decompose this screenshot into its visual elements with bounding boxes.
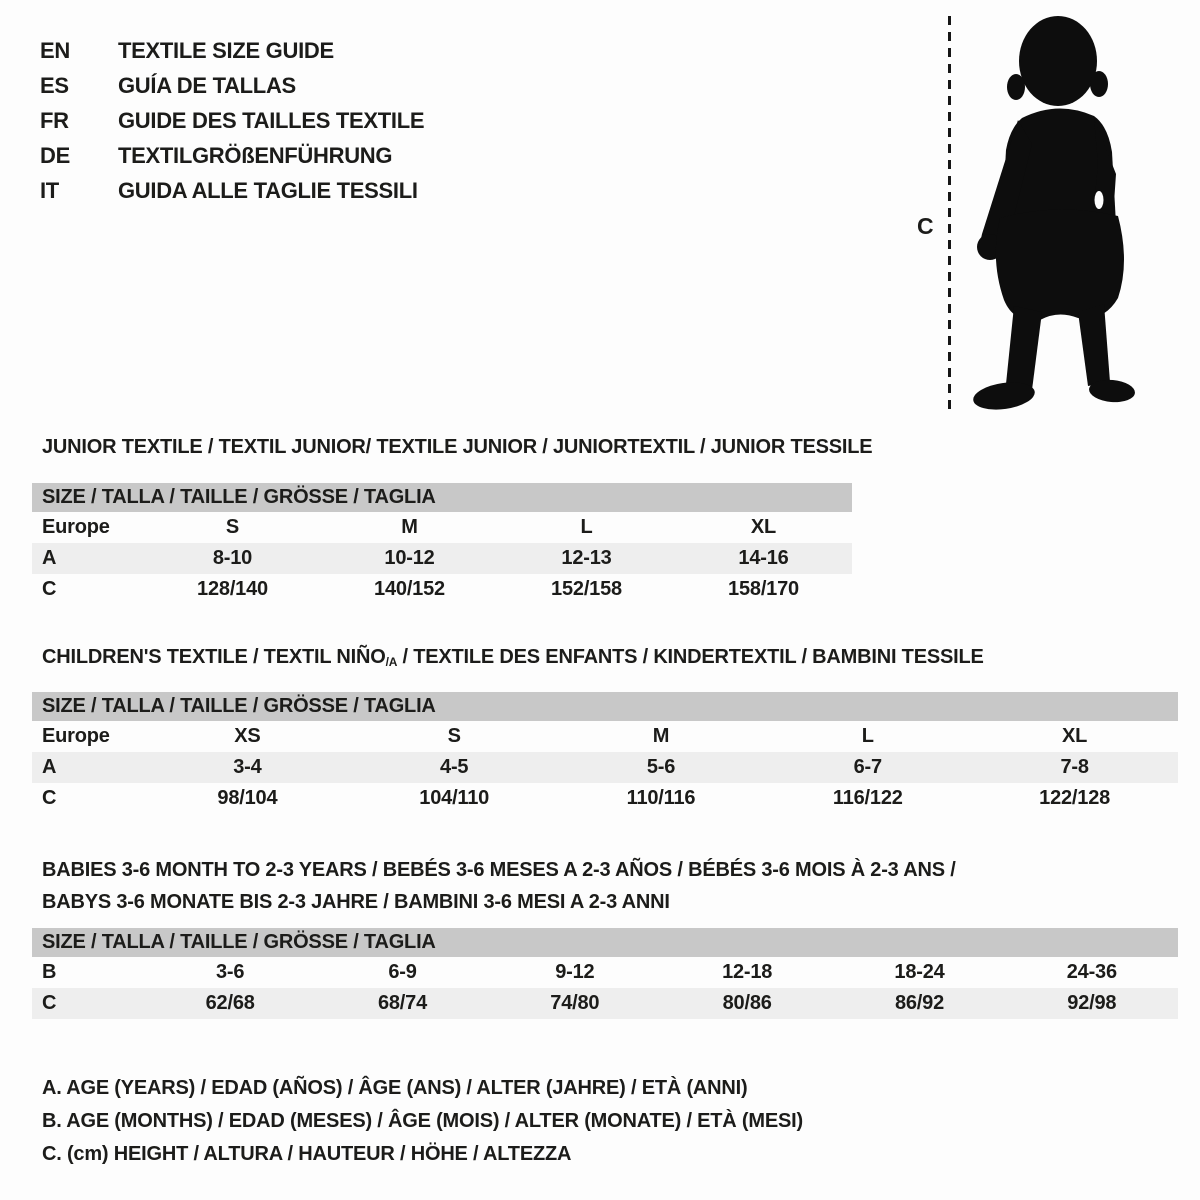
lang-code-en: EN <box>40 37 70 63</box>
table-cell: 158/170 <box>728 578 799 600</box>
table-cell: 8-10 <box>212 547 253 569</box>
babies-section-title-line2: BABYS 3-6 MONATE BIS 2-3 JAHRE / BAMBINI 3-6 MESI A 2-3 ANNI <box>42 891 670 913</box>
toddler-silhouette-icon <box>962 14 1138 416</box>
table-cell: 98/104 <box>217 787 278 809</box>
height-measure-dashed-line <box>948 16 951 416</box>
table-cell: 18-24 <box>894 961 945 983</box>
babies-size-table <box>32 928 1178 1019</box>
babies-size-header-bar: SIZE / TALLA / TAILLE / GRÖSSE / TAGLIA <box>32 928 1178 957</box>
table-cell: 92/98 <box>1067 992 1117 1014</box>
table-cell: 24-36 <box>1066 961 1117 983</box>
row-label: A <box>42 756 57 778</box>
table-cell: L <box>580 516 593 538</box>
height-measure-label: C <box>917 213 934 239</box>
table-cell: 6-9 <box>388 961 417 983</box>
table-cell: 12-18 <box>722 961 773 983</box>
table-cell: 14-16 <box>738 547 789 569</box>
row-label: C <box>42 992 57 1014</box>
children-title-post: / TEXTILE DES ENFANTS / KINDERTEXTIL / BAMBINI TESSILE <box>397 646 984 668</box>
lang-row-en <box>40 33 424 68</box>
table-cell: 3-4 <box>233 756 262 778</box>
table-cell: 5-6 <box>646 756 676 778</box>
table-cell: 104/110 <box>419 787 490 809</box>
lang-row-es <box>40 68 424 103</box>
babies-section-title-line1: BABIES 3-6 MONTH TO 2-3 YEARS / BEBÉS 3-6 MESES A 2-3 AÑOS / BÉBÉS 3-6 MOIS À 2-3 ANS / <box>42 859 956 881</box>
lang-code-it: IT <box>40 177 59 203</box>
table-cell: XL <box>750 516 777 538</box>
lang-row-it <box>40 173 424 208</box>
table-cell: 3-6 <box>216 961 245 983</box>
table-row <box>32 752 1178 783</box>
table-cell: 140/152 <box>374 578 445 600</box>
row-label: Europe <box>42 516 110 538</box>
table-cell: M <box>652 725 670 747</box>
lang-code-fr: FR <box>40 107 69 133</box>
lang-row-fr <box>40 103 424 138</box>
lang-code-de: DE <box>40 142 70 168</box>
table-cell: 80/86 <box>722 992 772 1014</box>
table-cell: XS <box>234 725 261 747</box>
lang-label-en: TEXTILE SIZE GUIDE <box>118 37 334 63</box>
table-cell: L <box>861 725 874 747</box>
table-row <box>32 721 1178 752</box>
table-cell: 10-12 <box>384 547 435 569</box>
table-row <box>32 957 1178 988</box>
table-row <box>32 543 852 574</box>
table-cell: 62/68 <box>205 992 255 1014</box>
lang-code-es: ES <box>40 72 69 98</box>
table-row <box>32 988 1178 1019</box>
junior-section-title: JUNIOR TEXTILE / TEXTIL JUNIOR/ TEXTILE JUNIOR / JUNIORTEXTIL / JUNIOR TESSILE <box>42 436 873 458</box>
lang-row-de <box>40 138 424 173</box>
table-cell: 9-12 <box>555 961 595 983</box>
table-cell: 128/140 <box>197 578 268 600</box>
table-cell: 74/80 <box>550 992 600 1014</box>
legend-line-c: C. (cm) HEIGHT / ALTURA / HAUTEUR / HÖHE / ALTEZZA <box>42 1143 572 1165</box>
table-cell: S <box>447 725 461 747</box>
row-label: C <box>42 578 57 600</box>
lang-label-it: GUIDA ALLE TAGLIE TESSILI <box>118 177 418 203</box>
table-cell: 6-7 <box>853 756 882 778</box>
legend-line-a: A. AGE (YEARS) / EDAD (AÑOS) / ÂGE (ANS) / ALTER (JAHRE) / ETÀ (ANNI) <box>42 1077 748 1099</box>
table-row <box>32 512 852 543</box>
legend-line-b: B. AGE (MONTHS) / EDAD (MESES) / ÂGE (MOIS) / ALTER (MONATE) / ETÀ (MESI) <box>42 1110 803 1132</box>
table-cell: 12-13 <box>561 547 612 569</box>
table-cell: 86/92 <box>894 992 945 1014</box>
children-size-table <box>32 692 1178 814</box>
table-cell: 4-5 <box>440 756 469 778</box>
table-cell: XL <box>1062 725 1088 747</box>
row-label: C <box>42 787 57 809</box>
table-cell: 116/122 <box>832 787 903 809</box>
children-size-header-bar: SIZE / TALLA / TAILLE / GRÖSSE / TAGLIA <box>32 692 1178 721</box>
children-title-subscript: /A <box>385 655 398 669</box>
children-section-title <box>42 646 984 673</box>
table-row <box>32 574 852 605</box>
language-header <box>40 33 424 208</box>
junior-size-table <box>32 483 852 605</box>
lang-label-fr: GUIDE DES TAILLES TEXTILE <box>118 107 425 133</box>
table-row <box>32 783 1178 814</box>
row-label: Europe <box>42 725 110 747</box>
table-cell: 122/128 <box>1039 787 1111 809</box>
table-cell: 7-8 <box>1060 756 1089 778</box>
table-cell: M <box>401 516 418 538</box>
row-label: B <box>42 961 57 983</box>
children-title-pre: CHILDREN'S TEXTILE / TEXTIL NIÑO <box>42 646 386 668</box>
junior-size-header-bar: SIZE / TALLA / TAILLE / GRÖSSE / TAGLIA <box>32 483 852 512</box>
lang-label-es: GUÍA DE TALLAS <box>118 72 296 98</box>
table-cell: 152/158 <box>551 578 622 600</box>
table-cell: 110/116 <box>626 787 696 809</box>
table-cell: S <box>225 516 240 538</box>
table-cell: 68/74 <box>377 992 428 1014</box>
row-label: A <box>42 547 57 569</box>
lang-label-de: TEXTILGRÖßENFÜHRUNG <box>118 142 393 168</box>
